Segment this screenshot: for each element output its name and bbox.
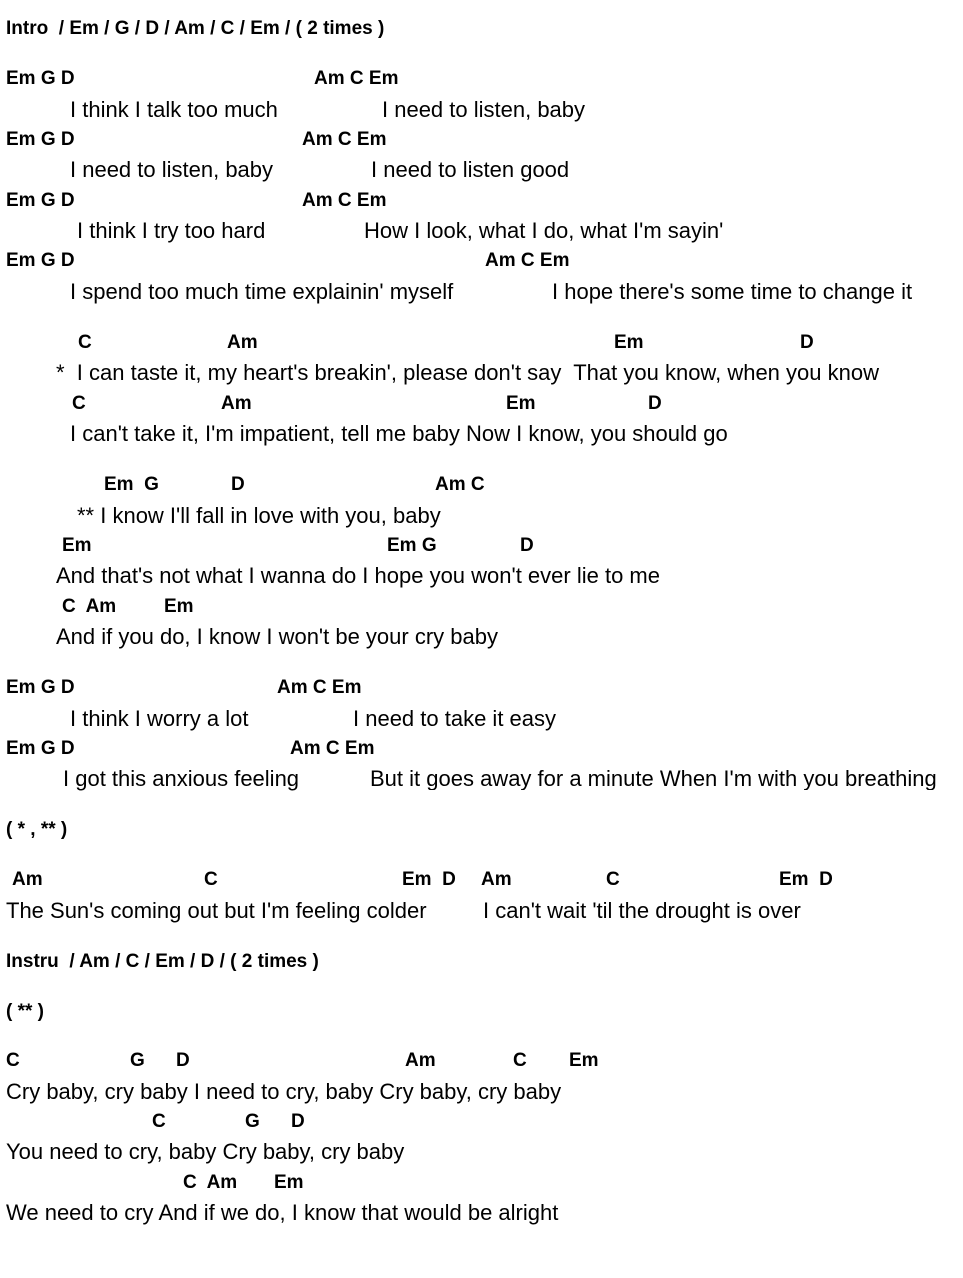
chord: Em [614,332,644,353]
repeat-marker: ( * , ** ) [6,819,68,840]
chord: Am [481,869,512,890]
lyric-line: I can't wait 'til the drought is over [483,898,801,923]
lyric-line: You need to cry, baby Cry baby, cry baby [6,1139,405,1164]
lyric-line: * I can taste it, my heart's breakin', please don't say That you know, when you know [56,360,879,385]
lyric-line: The Sun's coming out but I'm feeling colder [6,898,427,923]
chord-line: Em G D [6,129,75,150]
lyric-line: And that's not what I wanna do I hope you won't ever lie to me [56,563,660,588]
lyric-line: I think I try too hard [77,218,266,243]
chord-line: Am C Em [314,68,399,89]
lyric-line: I think I talk too much [70,97,278,122]
chord: D [520,535,534,556]
chord: Am [405,1050,436,1071]
lyric-line: We need to cry And if we do, I know that would be alright [6,1200,559,1225]
repeat-marker: ( ** ) [6,1001,44,1022]
lyric-line: I think I worry a lot [70,706,249,731]
chord-line: Em G D [6,250,75,271]
chord: Em [274,1172,304,1193]
chord: C Am [183,1172,238,1193]
chord: D [176,1050,190,1071]
lyric-line: And if you do, I know I won't be your cry baby [56,624,498,649]
chord: C Am [62,596,117,617]
lyric-line: I can't take it, I'm impatient, tell me baby Now I know, you should go [70,421,728,446]
lyric-line: I need to listen, baby [70,157,274,182]
chord: C [513,1050,527,1071]
chord: D [648,393,662,414]
lyric-line: I got this anxious feeling [63,766,300,791]
chord: C [6,1050,20,1071]
chord: G [130,1050,145,1071]
instrumental-line: Instru / Am / C / Em / D / ( 2 times ) [6,951,319,972]
lyric-line: ** I know I'll fall in love with you, baby [77,503,441,528]
chord: Em D [779,869,833,890]
chord: C [204,869,218,890]
chord: Am C [435,474,485,495]
chord-line: Am C Em [485,250,570,271]
chord: D [291,1111,305,1132]
chord: D [231,474,245,495]
chord: Em [569,1050,599,1071]
chord-line: Em G D [6,738,75,759]
chord-line: Am C Em [277,677,362,698]
chord-line: Am C Em [302,190,387,211]
lyric-line: I need to take it easy [353,706,557,731]
lyric-line: I need to listen good [371,157,570,182]
chord-line: Em G D [6,677,75,698]
chord: Em [506,393,536,414]
chord: Em [164,596,194,617]
chord: C [606,869,620,890]
lyric-line: Cry baby, cry baby I need to cry, baby Cry baby, cry baby [6,1079,562,1104]
lyric-line: How I look, what I do, what I'm sayin' [364,218,724,243]
chord: Am [221,393,252,414]
lyric-line: I need to listen, baby [382,97,586,122]
intro-line: Intro / Em / G / D / Am / C / Em / ( 2 times ) [6,18,385,39]
chord: Am [12,869,43,890]
chord: Em G [387,535,437,556]
chord: C [152,1111,166,1132]
chord-line: Am C Em [302,129,387,150]
chord: C [72,393,86,414]
lyric-line: I hope there's some time to change it [552,279,913,304]
lyric-line: I spend too much time explainin' myself [70,279,454,304]
chord-line: Em G D [6,68,75,89]
chord-line: Em G D [6,190,75,211]
chord: Em G [104,474,159,495]
chord: Em D [402,869,456,890]
chord: Em [62,535,92,556]
chord-line: Am C Em [290,738,375,759]
chord: Am [227,332,258,353]
chord: D [800,332,814,353]
lyric-line: But it goes away for a minute When I'm with you breathing [370,768,937,790]
chord: G [245,1111,260,1132]
chord: C [78,332,92,353]
